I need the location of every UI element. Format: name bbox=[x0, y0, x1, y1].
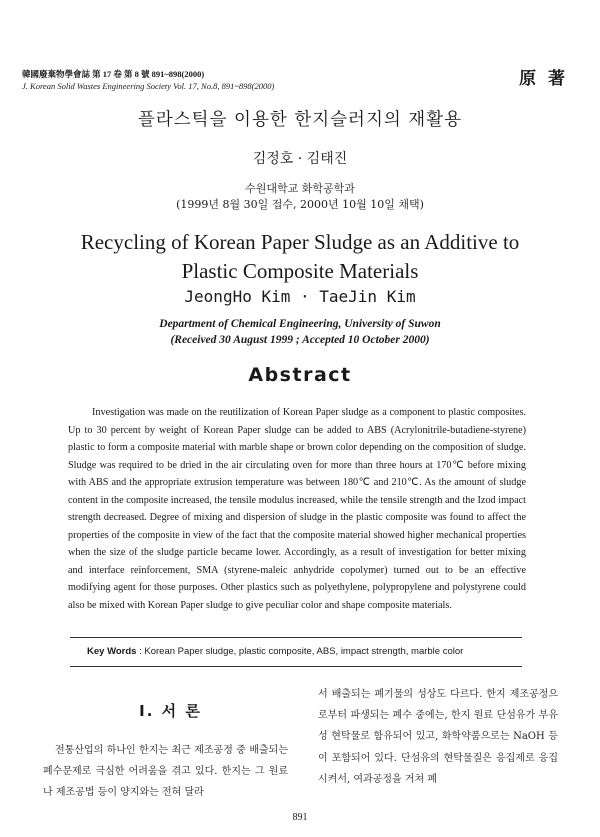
korean-authors: 김정호 · 김태진 bbox=[252, 151, 348, 167]
page-number: 891 bbox=[292, 812, 308, 823]
article-type-badge: 原 著 bbox=[519, 69, 568, 89]
english-title bbox=[0, 228, 600, 286]
keywords bbox=[87, 646, 463, 657]
english-affiliation-block bbox=[0, 316, 600, 348]
intro-right-column: 서 배출되는 폐기물의 성상도 다르다. 한지 제조공정으로부터 파생되는 폐수 중에는, 한지 원료 단섬유가 부유성 현탁물로 함유되어 있고, 화학약품으로는 NaOH 등이 포함되어 있다. 단섬유의 현탁물질은 응집제로 응집시켜서, 여과공정을 거쳐 폐 bbox=[318, 689, 558, 785]
english-title-line1: Recycling of Korean Paper Sludge as an Additive to bbox=[80, 230, 520, 254]
korean-affiliation: 수원대학교 화학공학과 bbox=[245, 182, 355, 195]
abstract-heading: Abstract bbox=[248, 364, 352, 386]
section-heading-introduction: Ⅰ. 서 론 bbox=[139, 702, 202, 720]
journal-citation-korean: 韓國廢棄物學會誌 第 17 卷 第 8 號 891~898(2000) bbox=[22, 69, 205, 79]
abstract-body: Investigation was made on the reutilization of Korean Paper sludge as a component to plastic composites. Up to 30 percent by weight of Korean Paper sludge can be added to ABS (Acrylonitrile-butadiene-styrene) plastic to form a composite material with marble shape or brown color depending on the composition of sludge. Sludge was required to be dried in the air circulating oven for more than three hours at 170℃ before mixing with ABS and the appropriate extrusion temperature was between 180℃ and 210℃. As the amount of sludge content in the composite increased, the tensile modulus increased, while the tensile strength and the Izod impact strength decreased. Degree of mixing and dispersion of sludge in the plastic composite was found to affect the properties of the composite in view of the fact that the composite material showed higher mechanical properties when the size of the sludge particle became lower. Accordingly, as a result of investigation for better mixing and interface reinforcement, SMA (styrene-maleic anhydride copolymer) turned out to be an effective modifying agent for those purposes. Other plastics such as polyethylene, polypropylene and polystyrene could also be mixed with Korean Paper sludge to give peculiar color and shape composite materials. bbox=[68, 407, 526, 612]
english-dates: (Received 30 August 1999 ; Accepted 10 October 2000) bbox=[170, 334, 430, 346]
intro-left-column: 전통산업의 하나인 한지는 최근 제조공정 중 배출되는 폐수문제로 극심한 어려움을 겪고 있다. 한지는 그 원료나 제조공법 등이 양지와는 전혀 달라 bbox=[43, 745, 288, 799]
keywords-label: Key Words bbox=[87, 646, 137, 657]
keywords-text: : Korean Paper sludge, plastic composite, ABS, impact strength, marble color bbox=[139, 646, 464, 657]
english-title-line2: Plastic Composite Materials bbox=[181, 259, 419, 283]
korean-title: 플라스틱을 이용한 한지슬러지의 재활용 bbox=[137, 110, 463, 130]
keywords-bottom-rule bbox=[70, 666, 522, 667]
korean-dates: (1999년 8월 30일 접수, 2000년 10월 10일 채택) bbox=[176, 198, 424, 211]
english-affiliation: Department of Chemical Engineering, University of Suwon bbox=[159, 318, 441, 330]
journal-citation-english: J. Korean Solid Wastes Engineering Society Vol. 17, No.8, 891~898(2000) bbox=[22, 81, 275, 91]
keywords-top-rule bbox=[70, 637, 522, 638]
journal-citation bbox=[22, 68, 274, 92]
english-authors: JeongHo Kim · TaeJin Kim bbox=[184, 287, 416, 306]
